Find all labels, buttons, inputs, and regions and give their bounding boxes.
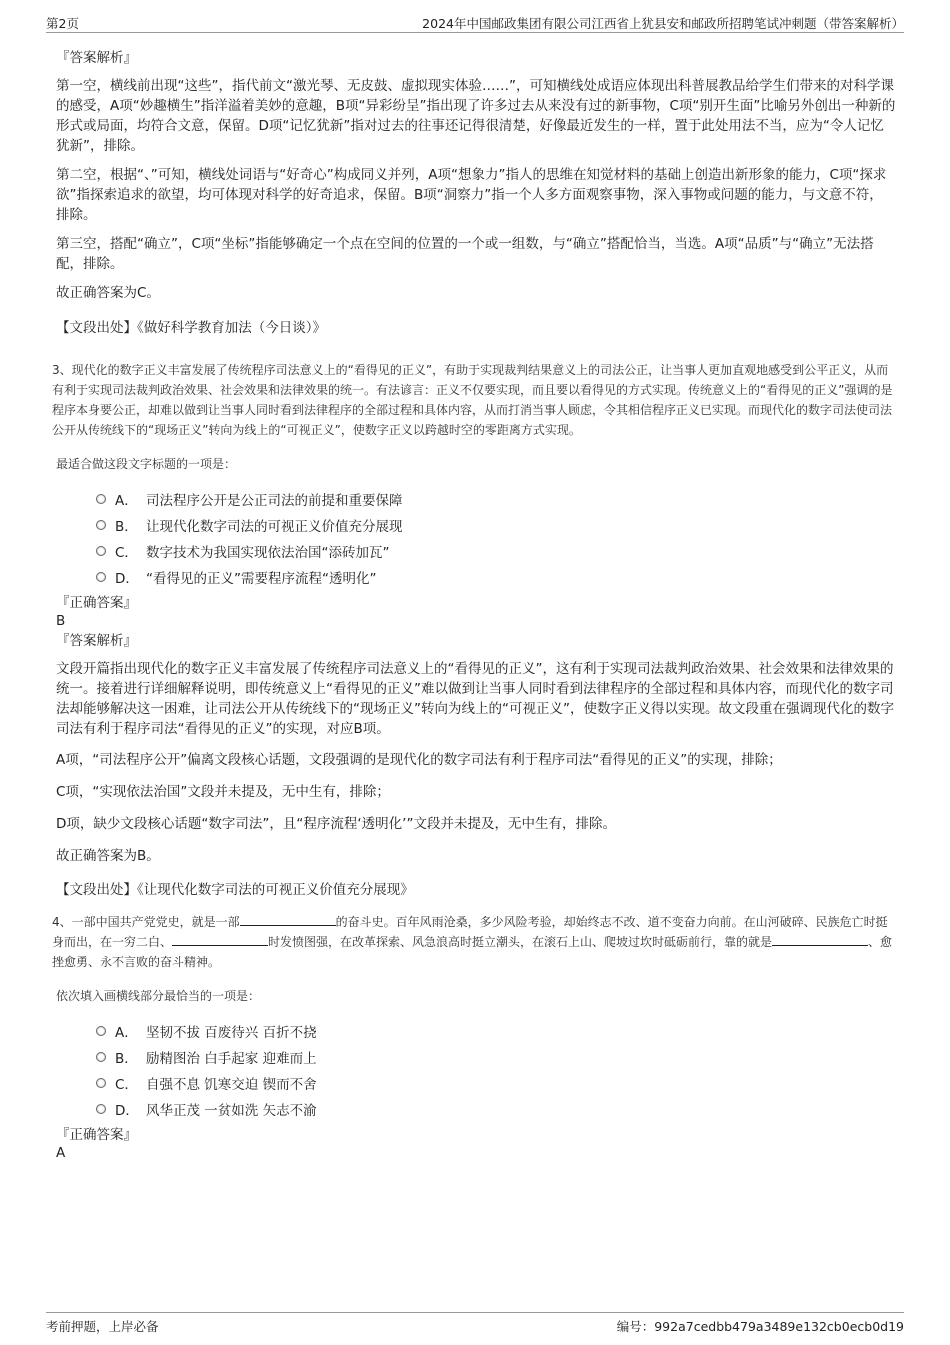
source-citation: 【文段出处】《让现代化数字司法的可视正义价值充分展现》 [56, 882, 414, 898]
question-prompt: 最适合做这段文字标题的一项是： [56, 457, 237, 471]
answer-value: B [56, 613, 66, 629]
conclusion: 故正确答案为C。 [56, 285, 160, 301]
fill-blank-2 [172, 932, 268, 946]
answer-tag: 『正确答案』 [56, 595, 137, 611]
footer-slogan: 考前押题，上岸必备 [46, 1319, 159, 1334]
page-content [52, 46, 896, 1162]
analysis-paragraph: 第三空，搭配“确立”，C项“坐标”指能够确定一个点在空间的位置的一个或一组数，与“确立”搭配恰当，当选。A项“品质”与“确立”无法搭配，排除。 [56, 236, 874, 272]
page-header [46, 10, 904, 33]
radio-icon[interactable] [96, 546, 106, 556]
radio-icon[interactable] [96, 1052, 106, 1062]
analysis-tag: 『答案解析』 [56, 633, 137, 649]
question-prompt: 依次填入画横线部分最恰当的一项是： [56, 989, 261, 1003]
radio-icon[interactable] [96, 1104, 106, 1114]
radio-icon[interactable] [96, 1078, 106, 1088]
option-b[interactable]: B． 励精图治 白手起家 迎难而上 [96, 1044, 896, 1070]
analysis-paragraph: 文段开篇指出现代化的数字正义丰富发展了传统程序司法意义上的“看得见的正义”，这有利于实现司法裁判政治效果、社会效果和法律效果的统一。接着进行详细解释说明，即传统意义上“看得见的正义”难以做到让当事人同时看到法律程序的全部过程和具体内容，而现代化的数字司法却能够解决这一困难，让司法公开从传统线下的“现场正义”转向为线上的“可视正义”，使数字正义得以实现。故文段重在强调现代化的数字司法有利于程序司法“看得见的正义”的实现，对应B项。 [56, 661, 894, 737]
options-list [96, 486, 896, 590]
radio-icon[interactable] [96, 572, 106, 582]
document-title: 2024年中国邮政集团有限公司江西省上犹县安和邮政所招聘笔试冲刺题（带答案解析） [422, 16, 904, 31]
analysis-paragraph: 第二空，根据“、”可知，横线处词语与“好奇心”构成同义并列，A项“想象力”指人的思维在知觉材料的基础上创造出新形象的能力，C项“探求欲”指探索追求的欲望，均可体现对科学的好奇追求，保留。B项“洞察力”指一个人多方面观察事物，深入事物或问题的能力，与文意不符，排除。 [56, 167, 887, 223]
analysis-paragraph: 第一空，横线前出现“这些”，指代前文“激光琴、无皮鼓、虚拟现实体验……”，可知横线处成语应体现出科普展教品给学生们带来的对科学课的感受，A项“妙趣横生”指洋溢着美妙的意趣，B项“异彩纷呈”指出现了许多过去从来没有过的新事物，C项“别开生面”比喻另外创出一种新的形式或局面，均符合文意，保留。D项“记忆犹新”指对过去的往事还记得很清楚，好像最近发生的一样，置于此处用法不当，应为“令人记忆犹新”，排除。 [56, 78, 896, 154]
fill-blank-3 [772, 932, 868, 946]
conclusion: 故正确答案为B。 [56, 848, 160, 864]
document-id: 编号：992a7cedbb479a3489e132cb0ecb0d19 [616, 1319, 904, 1334]
radio-icon[interactable] [96, 520, 106, 530]
answer-value: A [56, 1145, 66, 1161]
question-stem: 3、现代化的数字正义丰富发展了传统程序司法意义上的“看得见的正义”，有助于实现裁判结果意义上的司法公正，让当事人更加直观地感受到公平正义，从而有利于实现司法裁判政治效果、社会效果和法律效果的统一。有法谚言：正义不仅要实现，而且要以看得见的方式实现。传统意义上的“看得见的正义”强调的是程序本身要公正，却难以做到让当事人同时看到法律程序的全部过程和具体内容，从而打消当事人顾虑，令其相信程序正义已实现。而现代化的数字司法使司法公开从传统线下的“现场正义”转向为线上的“可视正义”，使数字正义以跨越时空的零距离方式实现。 [52, 363, 893, 437]
source-citation: 【文段出处】《做好科学教育加法（今日谈）》 [56, 320, 326, 336]
option-b[interactable]: B． 让现代化数字司法的可视正义价值充分展现 [96, 512, 896, 538]
answer-tag: 『正确答案』 [56, 1127, 137, 1143]
option-a[interactable]: A． 坚韧不拔 百废待兴 百折不挠 [96, 1018, 896, 1044]
option-d[interactable]: D． “看得见的正义”需要程序流程“透明化” [96, 564, 896, 590]
radio-icon[interactable] [96, 1026, 106, 1036]
option-c[interactable]: C． 自强不息 饥寒交迫 锲而不舍 [96, 1070, 896, 1096]
analysis-paragraph: A项，“司法程序公开”偏离文段核心话题，文段强调的是现代化的数字司法有利于程序司法“看得见的正义”的实现，排除； [56, 752, 782, 768]
option-a[interactable]: A． 司法程序公开是公正司法的前提和重要保障 [96, 486, 896, 512]
question-stem: 4、一部中国共产党党史，就是一部 的奋斗史。百年风雨沧桑，多少风险考验，却始终志不改、道不变奋力向前。在山河破碎、民族危亡时挺身而出，在一穷二白、 时发愤图强，在改革探索、风急浪高时挺立潮头，在滚石上山、爬坡过坎时砥砺前行，靠的就是 、愈挫愈勇、永不言败的奋斗精神。 [52, 912, 896, 972]
analysis-paragraph: D项，缺少文段核心话题“数字司法”，且“程序流程‘透明化’”文段并未提及，无中生有，排除。 [56, 816, 616, 832]
radio-icon[interactable] [96, 494, 106, 504]
analysis-tag: 『答案解析』 [56, 50, 137, 66]
analysis-paragraph: C项，“实现依法治国”文段并未提及，无中生有，排除； [56, 784, 390, 800]
option-d[interactable]: D． 风华正茂 一贫如洗 矢志不渝 [96, 1096, 896, 1122]
fill-blank-1 [240, 912, 336, 926]
options-list [96, 1018, 896, 1122]
page-footer [46, 1312, 904, 1334]
page-number: 第2页 [46, 16, 79, 31]
option-c[interactable]: C． 数字技术为我国实现依法治国“添砖加瓦” [96, 538, 896, 564]
